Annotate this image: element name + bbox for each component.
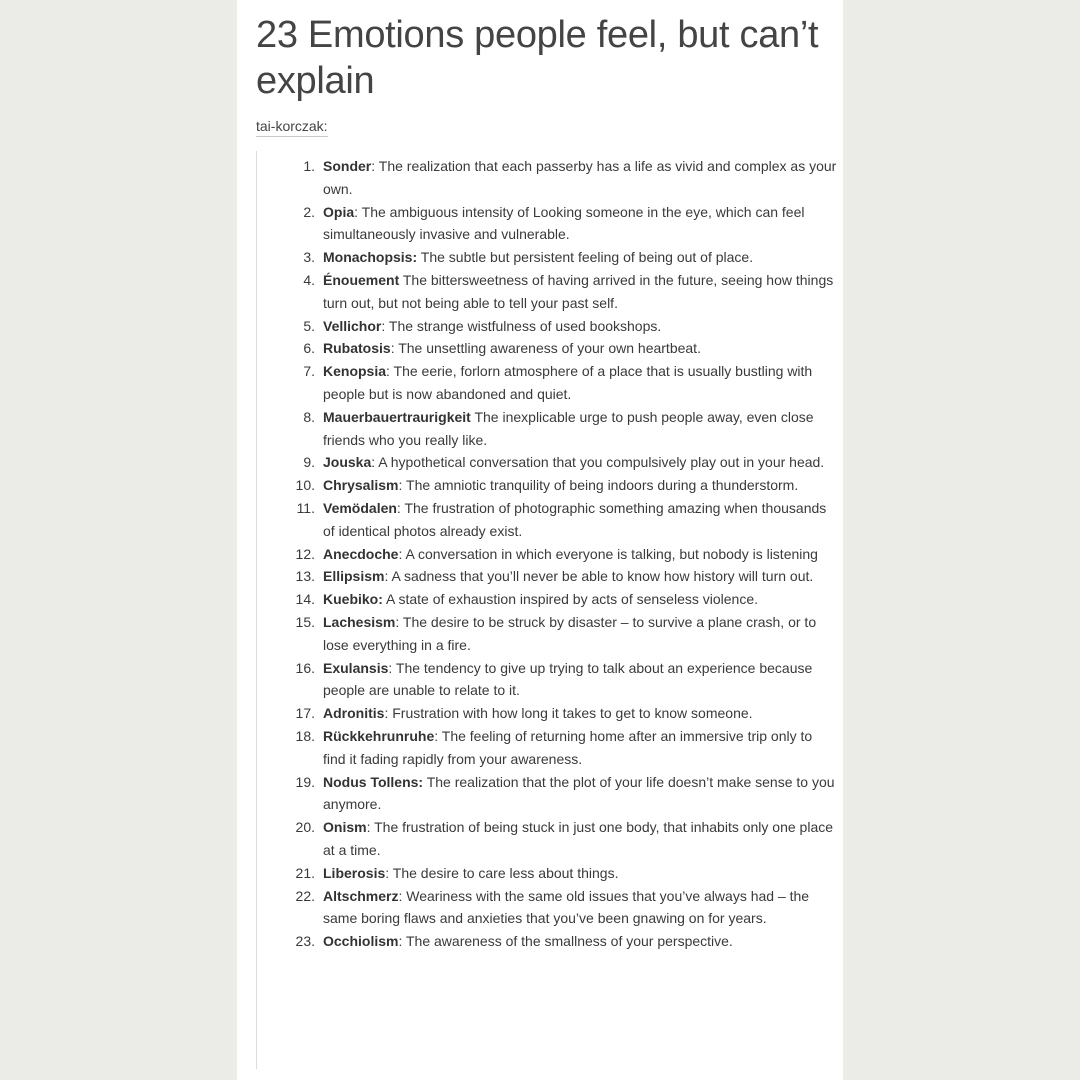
emotion-term: Onism xyxy=(323,819,367,836)
item-number: 18. xyxy=(295,727,315,744)
item-number: 17. xyxy=(295,705,315,722)
emotion-definition: The eerie, forlorn atmosphere of a place that is usually bustling with people but is now abandoned and quiet. xyxy=(323,363,813,402)
item-number: 16. xyxy=(295,659,315,676)
item-number: 8. xyxy=(303,408,315,425)
emotion-term: Énouement xyxy=(323,271,400,288)
list-item xyxy=(257,816,842,862)
emotion-definition: The strange wistfulness of used bookshops. xyxy=(388,317,662,334)
list-item xyxy=(257,474,842,497)
emotion-definition: The unsettling awareness of your own heartbeat. xyxy=(398,340,701,357)
emotion-term: Jouska xyxy=(323,454,372,471)
emotion-definition: A hypothetical conversation that you compulsively play out in your head. xyxy=(378,454,825,471)
emotion-definition: A state of exhaustion inspired by acts of senseless violence. xyxy=(386,591,759,608)
emotion-term: Kenopsia xyxy=(323,363,387,380)
emotion-term: Anecdoche xyxy=(323,545,399,562)
list-item xyxy=(257,588,842,611)
term-separator: : xyxy=(398,545,406,562)
emotion-term: Kuebiko: xyxy=(323,591,383,608)
list-item xyxy=(257,771,842,817)
emotion-term: Adronitis xyxy=(323,705,385,722)
list-item xyxy=(257,246,842,269)
list-item xyxy=(257,657,842,703)
post-title: 23 Emotions people feel, but can’t explain xyxy=(256,14,819,102)
emotion-definition: The amniotic tranquility of being indoors during a thunderstorm. xyxy=(406,477,799,494)
emotion-term: Liberosis xyxy=(323,864,386,881)
emotion-definition: The frustration of being stuck in just one body, that inhabits only one place at a time. xyxy=(323,819,834,858)
list-item xyxy=(257,862,842,885)
emotion-term: Mauerbauertraurigkeit xyxy=(323,408,471,425)
emotion-term: Exulansis xyxy=(323,659,389,676)
list-item xyxy=(257,451,842,474)
emotion-definition: The realization that the plot of your life doesn’t make sense to you anymore. xyxy=(323,773,835,813)
emotion-definition: The subtle but persistent feeling of being out of place. xyxy=(420,249,754,266)
emotion-definition: The bittersweetness of having arrived in the future, seeing how things turn out, but not being able to tell your past self. xyxy=(323,271,834,311)
term-separator: : xyxy=(385,864,393,881)
list-item xyxy=(257,406,842,452)
emotion-definition: Frustration with how long it takes to get to know someone. xyxy=(392,705,753,722)
emotion-term: Rubatosis xyxy=(323,340,391,357)
term-separator: : xyxy=(396,499,405,516)
term-separator: : xyxy=(434,727,442,744)
emotion-term: Monachopsis: xyxy=(323,249,418,266)
blockquote xyxy=(256,151,842,1069)
item-number: 6. xyxy=(303,340,315,357)
emotion-term: Altschmerz xyxy=(323,887,399,904)
emotion-definition: The inexplicable urge to push people away, even close friends who you really like. xyxy=(323,408,814,448)
emotion-term: Opia xyxy=(323,203,355,220)
term-separator: : xyxy=(354,203,362,220)
emotion-definition: The desire to care less about things. xyxy=(392,864,619,881)
term-separator: : xyxy=(398,477,407,494)
emotion-list xyxy=(257,151,842,953)
list-item xyxy=(257,725,842,771)
list-item xyxy=(257,360,842,406)
item-number: 19. xyxy=(295,773,315,790)
item-number: 12. xyxy=(295,545,315,562)
list-item xyxy=(257,702,842,725)
emotion-definition: The ambiguous intensity of Looking someone in the eye, which can feel simultaneously invasive and vulnerable. xyxy=(323,203,805,243)
term-separator: : xyxy=(384,705,393,722)
item-number: 3. xyxy=(303,249,315,266)
emotion-definition: The frustration of photographic something amazing when thousands of identical photos already exist. xyxy=(323,499,827,539)
term-separator: : xyxy=(398,933,406,950)
item-number: 5. xyxy=(303,317,315,334)
emotion-term: Nodus Tollens: xyxy=(323,773,424,790)
emotion-definition: The realization that each passerby has a life as vivid and complex as your own. xyxy=(323,158,837,197)
item-number: 14. xyxy=(295,591,315,608)
post-card xyxy=(237,0,843,1080)
term-separator: : xyxy=(381,317,389,334)
item-number: 2. xyxy=(303,203,315,220)
list-item xyxy=(257,155,842,201)
list-item xyxy=(257,337,842,360)
emotion-definition: A sadness that you’ll never be able to know how history will turn out. xyxy=(391,568,814,585)
term-separator: : xyxy=(386,363,394,380)
term-separator: : xyxy=(390,340,399,357)
term-separator: : xyxy=(384,568,392,585)
emotion-definition: The desire to be struck by disaster – to survive a plane crash, or to lose everything in a fire. xyxy=(323,613,817,653)
emotion-term: Ellipsism xyxy=(323,568,385,585)
item-number: 13. xyxy=(295,568,315,585)
item-number: 21. xyxy=(295,864,315,881)
term-separator: : xyxy=(366,819,375,836)
emotion-term: Sonder xyxy=(323,158,372,174)
term-separator: : xyxy=(398,887,407,904)
emotion-term: Vellichor xyxy=(323,317,382,334)
list-item xyxy=(257,269,842,315)
item-number: 20. xyxy=(295,819,315,836)
emotion-term: Occhiolism xyxy=(323,933,399,950)
emotion-definition: The feeling of returning home after an immersive trip only to find it fading rapidly from your awareness. xyxy=(323,727,813,767)
list-item xyxy=(257,565,842,588)
emotion-definition: The tendency to give up trying to talk about an experience because people are unable to relate to it. xyxy=(323,659,813,699)
item-number: 22. xyxy=(295,887,315,904)
list-item xyxy=(257,543,842,566)
list-item xyxy=(257,497,842,543)
term-separator: : xyxy=(371,454,379,471)
emotion-definition: Weariness with the same old issues that you’ve always had – the same boring flaws and anxieties that you’ve been gnawing on for years. xyxy=(323,887,810,927)
item-number: 4. xyxy=(303,271,315,288)
emotion-definition: The awareness of the smallness of your perspective. xyxy=(406,933,733,950)
item-number: 10. xyxy=(295,477,315,494)
emotion-term: Lachesism xyxy=(323,613,396,630)
list-item xyxy=(257,885,842,931)
list-item xyxy=(257,611,842,657)
source-link[interactable]: tai-korczak: xyxy=(256,117,328,137)
emotion-term: Vemödalen xyxy=(323,499,397,516)
item-number: 9. xyxy=(303,454,315,471)
list-item xyxy=(257,201,842,247)
list-item xyxy=(257,315,842,338)
item-number: 15. xyxy=(295,613,315,630)
term-separator: : xyxy=(395,613,403,630)
term-separator: : xyxy=(388,659,396,676)
item-number: 7. xyxy=(303,363,315,380)
list-item xyxy=(257,930,842,953)
emotion-term: Chrysalism xyxy=(323,477,399,494)
emotion-definition: A conversation in which everyone is talking, but nobody is listening xyxy=(405,545,818,562)
emotion-term: Rückkehrunruhe xyxy=(323,727,435,744)
item-number: 1. xyxy=(303,158,315,174)
item-number: 11. xyxy=(296,499,315,516)
term-separator: : xyxy=(371,158,379,174)
item-number: 23. xyxy=(295,933,315,950)
